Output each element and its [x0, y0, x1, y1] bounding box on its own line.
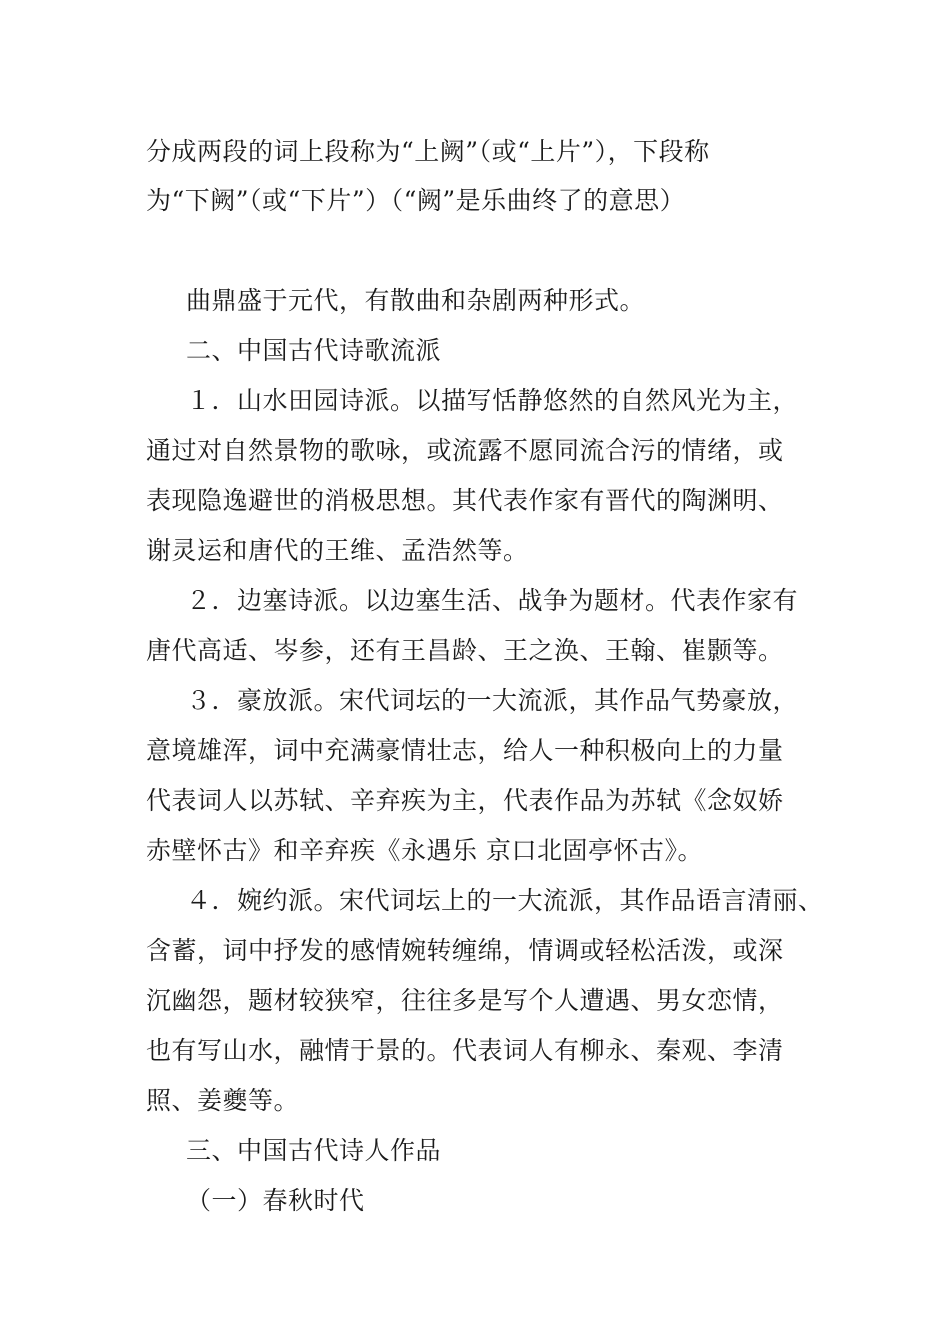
section-heading: 二、中国古代诗歌流派 [186, 336, 442, 365]
text-line: １．山水田园诗派。以描写恬静悠然的自然风光为主， [186, 386, 799, 415]
text-line: 意境雄浑，词中充满豪情壮志，给人一种积极向上的力量 [146, 736, 784, 765]
section-heading: 三、中国古代诗人作品 [186, 1136, 442, 1165]
subsection-heading: （一）春秋时代 [186, 1186, 365, 1215]
text-line: ２．边塞诗派。以边塞生活、战争为题材。代表作家有 [186, 586, 799, 615]
text-line: 分成两段的词上段称为“上阙”（或“上片”），下段称 [146, 137, 710, 166]
text-line: 曲鼎盛于元代，有散曲和杂剧两种形式。 [186, 286, 646, 315]
text-line: 谢灵运和唐代的王维、孟浩然等。 [146, 536, 529, 565]
text-line: 代表词人以苏轼、辛弃疾为主，代表作品为苏轼《念奴娇 [146, 786, 784, 815]
text-line: ４．婉约派。宋代词坛上的一大流派，其作品语言清丽、 [186, 886, 824, 915]
text-line: 为“下阙”（或“下片”）（“阙”是乐曲终了的意思） [146, 186, 686, 215]
text-line: ３．豪放派。宋代词坛的一大流派，其作品气势豪放， [186, 686, 799, 715]
text-line: 也有写山水，融情于景的。代表词人有柳永、秦观、李清 [146, 1036, 784, 1065]
text-line: 赤壁怀古》和辛弃疾《永遇乐 京口北固亭怀古》。 [146, 836, 703, 865]
text-line: 照、姜夔等。 [146, 1086, 300, 1115]
text-line: 沉幽怨，题材较狭窄，往往多是写个人遭遇、男女恋情， [146, 986, 784, 1015]
text-line: 含蓄，词中抒发的感情婉转缠绵，情调或轻松活泼，或深 [146, 936, 784, 965]
text-line: 唐代高适、岑参，还有王昌龄、王之涣、王翰、崔颢等。 [146, 636, 784, 665]
text-line: 表现隐逸避世的消极思想。其代表作家有晋代的陶渊明、 [146, 486, 784, 515]
text-line: 通过对自然景物的歌咏，或流露不愿同流合污的情绪，或 [146, 436, 784, 465]
